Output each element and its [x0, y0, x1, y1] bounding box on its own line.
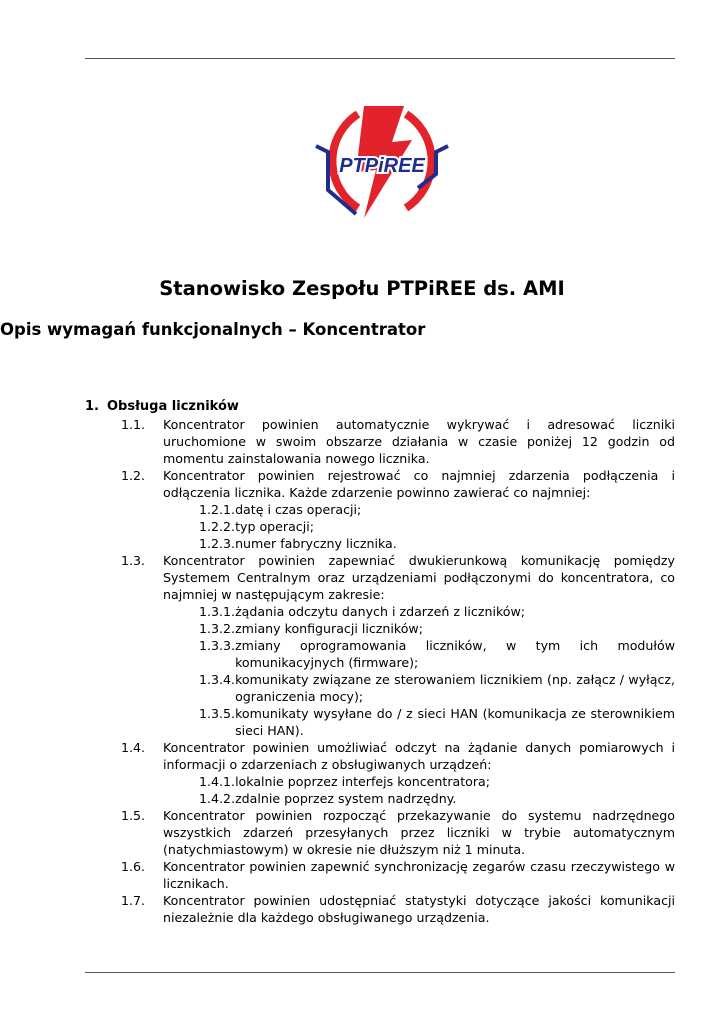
sub-requirement-text: lokalnie poprzez interfejs koncentratora;: [235, 774, 491, 789]
requirement-item: [85, 552, 675, 739]
sub-requirement: [163, 620, 675, 637]
section-content: [85, 398, 675, 926]
sub-requirement-number: 1.2.1.: [199, 502, 236, 517]
logo-text: PTPiREE: [339, 155, 425, 177]
requirement-text: Koncentrator powinien zapewniać dwukierunkową komunikację pomiędzy Systemem Centralnym oraz urządzeniami podłączonymi do koncentratora, co najmniej w następującym zakresie:: [163, 553, 675, 602]
requirement-item: [85, 858, 675, 892]
sub-requirement-number: 1.3.5.: [199, 706, 236, 721]
requirement-number: 1.2.: [121, 468, 146, 483]
requirement-number: 1.3.: [121, 553, 146, 568]
sub-requirement-number: 1.3.2.: [199, 621, 236, 636]
requirement-text: Koncentrator powinien udostępniać statystyki dotyczące jakości komunikacji niezależnie dla każdego obsługiwanego urządzenia.: [163, 893, 675, 925]
requirement-text: Koncentrator powinien umożliwiać odczyt na żądanie danych pomiarowych i informacji o zdarzeniach z obsługiwanych urządzeń:: [163, 740, 675, 772]
footer-rule: [85, 972, 675, 973]
sub-requirement-text: komunikaty wysyłane do / z sieci HAN (komunikacja ze sterownikiem sieci HAN).: [235, 706, 675, 738]
sub-requirement-text: zmiany konfiguracji liczników;: [235, 621, 423, 636]
requirement-text: Koncentrator powinien automatycznie wykrywać i adresować liczniki uruchomione w swoim obszarze działania w czasie poniżej 12 godzin od momentu zainstalowania nowego licznika.: [163, 417, 675, 466]
requirements-list: [85, 416, 675, 926]
sub-requirement-text: typ operacji;: [235, 519, 314, 534]
sub-requirement: [163, 671, 675, 705]
requirement-text: Koncentrator powinien rozpocząć przekazywanie do systemu nadrzędnego wszystkich zdarzeń przesyłanych przez liczniki w trybie automatycznym (natychmiastowym) w okresie nie dłuższym niż 1 minuta.: [163, 808, 675, 857]
requirement-item: [85, 467, 675, 552]
requirement-number: 1.7.: [121, 893, 146, 908]
requirement-number: 1.6.: [121, 859, 146, 874]
sub-requirement-text: komunikaty związane ze sterowaniem licznikiem (np. załącz / wyłącz, ograniczenia mocy);: [235, 672, 675, 704]
sub-requirement-number: 1.2.2.: [199, 519, 236, 534]
section-title: Obsługa liczników: [107, 399, 239, 414]
sub-requirement: [163, 501, 675, 518]
sub-requirement-number: 1.4.1.: [199, 774, 236, 789]
section-heading: [85, 398, 675, 415]
sub-requirement: [163, 518, 675, 535]
document-title: Stanowisko Zespołu PTPiREE ds. AMI: [159, 277, 565, 300]
requirement-number: 1.5.: [121, 808, 146, 823]
sub-requirement-text: zmiany oprogramowania liczników, w tym ich modułów komunikacyjnych (firmware);: [235, 638, 675, 670]
requirement-item: [85, 739, 675, 807]
sub-requirement-number: 1.3.4.: [199, 672, 236, 687]
sub-requirement: [163, 603, 675, 620]
section-number: 1.: [85, 399, 99, 414]
sub-requirement: [163, 790, 675, 807]
requirement-number: 1.4.: [121, 740, 146, 755]
requirement-item: [85, 416, 675, 467]
sub-requirement-number: 1.2.3.: [199, 536, 236, 551]
ptpiree-logo: [308, 96, 456, 226]
sub-requirement: [163, 773, 675, 790]
sub-requirement-text: zdalnie poprzez system nadrzędny.: [235, 791, 457, 806]
sub-requirement-number: 1.3.3.: [199, 638, 236, 653]
header-rule: [85, 58, 675, 59]
sub-requirement-number: 1.4.2.: [199, 791, 236, 806]
sub-requirement-text: numer fabryczny licznika.: [235, 536, 397, 551]
requirement-item: [85, 807, 675, 858]
requirement-text: Koncentrator powinien zapewnić synchronizację zegarów czasu rzeczywistego w licznikach.: [163, 859, 675, 891]
sub-requirement: [163, 705, 675, 739]
sub-requirement: [163, 637, 675, 671]
sub-requirement: [163, 535, 675, 552]
requirement-text: Koncentrator powinien rejestrować co najmniej zdarzenia podłączenia i odłączenia licznika. Każde zdarzenie powinno zawierać co najmniej:: [163, 468, 675, 500]
document-subtitle: Opis wymagań funkcjonalnych – Koncentrator: [0, 320, 426, 339]
sub-requirement-number: 1.3.1.: [199, 604, 236, 619]
sub-requirement-text: datę i czas operacji;: [235, 502, 362, 517]
requirement-item: [85, 892, 675, 926]
sub-requirement-text: żądania odczytu danych i zdarzeń z liczników;: [235, 604, 526, 619]
requirement-number: 1.1.: [121, 417, 146, 432]
